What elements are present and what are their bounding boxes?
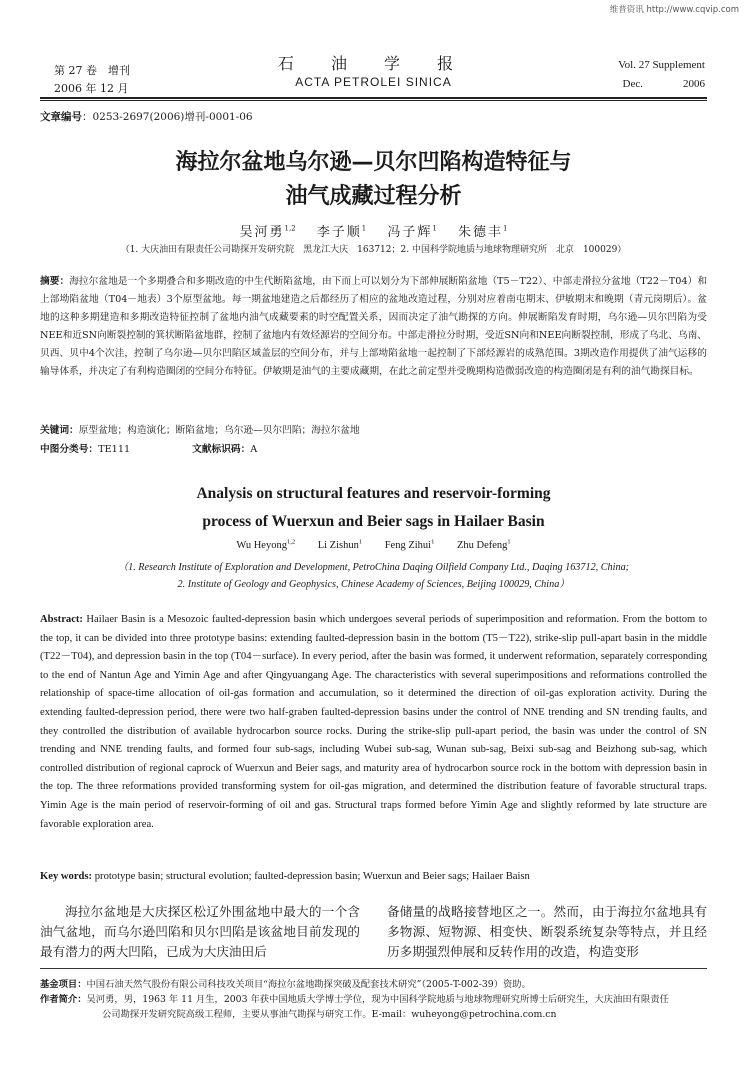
author-bio: [40, 992, 707, 1022]
abstract-cn-label: 摘要：: [40, 276, 70, 287]
header-rule-thin: [40, 100, 707, 101]
author-en: Zhu Defeng$^1$: [456, 538, 511, 551]
doccode-value: A: [250, 444, 258, 455]
keywords-en-text: prototype basin; structural evolution; faulted-depression basin; Wuerxun and Beier sags; Hailaer Baisn: [92, 871, 530, 882]
keywords-en-label: Key words:: [40, 871, 93, 882]
doccode-label: 文献标识码：: [192, 444, 251, 455]
abstract-cn-text: 海拉尔盆地是一个多期叠合和多期改造的中生代断陷盆地，由下而上可以划分为下部伸展断陷盆地（T5－T22）、中部走滑拉分盆地（T22－T04）和上部坳陷盆地（T04－地表）3个原型盆地。每一期盆地建造之后都经历了相应的盆地改造过程，分别对应着南屯期末、伊敏期末和晚期（青元岗期后）。盆地的这种多期建造和多期改造特征控制了盆地内油气成藏要素的时空配置关系，因而决定了油气勘探的方向。伸展断陷发育时期，乌尔逊—贝尔凹陷为受NEE和近SN向断裂控制的箕状断陷盆地群，控制了盆地内有效烃源岩的空间分布。中部走滑拉分时期，受近SN向和NEE向断裂控制，形成了乌北、乌南、贝西、贝中4个次洼，控制了乌尔逊—贝尔凹陷区域盖层的空间分布，并与上部坳陷盆地一起控制了下部烃源岩的成熟范围。3期改造作用提供了油气运移的输导体系，并决定了有利构造圈闭的空间分布特征。伊敏期是油气的主要成藏期，在此之前定型并受晚期构造微弱改造的构造圈闭是有利的油气勘探目标。: [40, 276, 708, 377]
volume-en: Vol. 27 Supplement: [618, 59, 705, 71]
header-right: [618, 56, 705, 94]
month-en: Dec.: [622, 78, 643, 90]
title-cn-line2: 油气成藏过程分析: [285, 184, 462, 209]
keywords-cn: [40, 422, 360, 436]
footnote-rule: [40, 968, 707, 969]
watermark: 维普资讯 http://www.cqvip.com: [609, 5, 739, 15]
fund-label: 基金项目：: [40, 979, 87, 990]
author-cn: 冯子辉$^1$: [387, 224, 437, 240]
classno-value: TE111: [98, 444, 131, 455]
date-en: [618, 75, 705, 94]
body-paragraph: 备储量的战略接替地区之一。然而，由于海拉尔盆地具有多物源、短物源、相变快、断裂系统复杂等特点，并且经历多期强烈伸展和反转作用的改造，构造变形: [387, 904, 707, 960]
classification-line: [40, 441, 257, 455]
title-en-line1: Analysis on structural features and reservoir-forming: [196, 485, 551, 502]
authors-en: [0, 538, 747, 551]
article-number-value: ：0253-2697(2006)增刊-0001-06: [82, 111, 253, 123]
abstract-cn: [40, 273, 707, 381]
fund-text: 中国石油天然气股份有限公司科技攻关项目“海拉尔盆地勘探突破及配套技术研究”（2005-T-002-39）资助。: [86, 979, 531, 990]
date-cn: 2006 年 12 月: [54, 82, 129, 95]
title-cn: [0, 146, 747, 214]
abstract-en-text: Hailaer Basin is a Mesozoic faulted-depression basin which undergoes several periods of superimposition and reformation. From the bottom to the top, it can be divided into three prototype basins: extending faulted-depression basin in the bottom (T5－T22), strike-slip pull-apart basin in the middle (T22－T04), and depression basin in the top (T04－surface). In every period, after the basin was formed, it underwent reformation, separately corresponding to the end of Nantun Age and Yimin Age and after Qingyuangang Age. The characteristics with several superimpositions and reformations controlled the relationship of space-time allocation of oil-gas formation and accumulation, so it determined the direction of oil-gas exploration activity. During the extending faulted-depression period, there were two half-graben faulted-depression basins under the control of NNE trending and SN trending faults, and they controlled the distribution of available hydrocarbon source rocks. During the strike-slip pull-apart period, the basin was under the control of SN trending and NNE trending faults, and formed four sub-sags, including Wubei sub-sag, Wunan sub-sag, Beixi sub-sag and Beizhong sub-sag, which controlled distribution of regional caprock of Wuerxun and Beier sags, and maturity area of hydrocarbon source rock in the bottom with depression basin in the top. The three reformations provided transforming system for oil-gas migration, and determined the distribution feature of favorable structural traps. Yimin Age is the main period of reservoir-forming of oil and gas. Structural traps formed before Yimin Age and slightly reformed by late structure are favorable exploration area.: [40, 614, 707, 830]
title-en-line2: process of Wuerxun and Beier sags in Hailaer Basin: [202, 513, 545, 530]
author-bio-text-2: 公司勘探开发研究院高级工程师，主要从事油气勘探与研究工作。E-mail：wuheyong@petrochina.com.cn: [102, 1009, 557, 1020]
affiliation-en: [0, 559, 747, 593]
keywords-cn-label: 关键词：: [40, 425, 79, 436]
body-paragraph: 海拉尔盆地是大庆探区松辽外围盆地中最大的一个含油气盆地，而乌尔逊凹陷和贝尔凹陷是该盆地目前发现的最有潜力的两大凹陷，已成为大庆油田后: [40, 904, 360, 960]
affiliation-cn: （1. 大庆油田有限责任公司勘探开发研究院 黑龙江大庆 163712；2. 中国科学院地质与地球物理研究所 北京 100029）: [120, 245, 627, 255]
authors-cn: [0, 221, 747, 240]
keywords-cn-text: 原型盆地；构造演化；断陷盆地；乌尔逊—贝尔凹陷；海拉尔盆地: [78, 425, 360, 436]
header-rule-thick: [40, 97, 707, 99]
fund-note: [40, 977, 707, 992]
abstract-en-label: Abstract:: [40, 614, 83, 625]
abstract-en: [40, 611, 707, 834]
title-en: [0, 480, 747, 536]
keywords-en: [40, 871, 530, 882]
author-en: Wu Heyong$^{1,2}$: [236, 538, 296, 551]
journal-name-en: ACTA PETROLEI SINICA: [295, 75, 452, 89]
title-cn-line1: 海拉尔盆地乌尔逊—贝尔凹陷构造特征与: [175, 150, 572, 175]
author-en: Feng Zihui$^1$: [384, 538, 435, 551]
footnotes: [40, 977, 707, 1022]
journal-name-cn: 石 油 学 报: [277, 54, 470, 73]
author-bio-label: 作者简介：: [40, 994, 87, 1005]
body-column-left: [40, 902, 360, 963]
author-en: Li Zishun$^1$: [317, 538, 363, 551]
author-cn: 朱德丰$^1$: [458, 224, 508, 240]
year-en: 2006: [683, 78, 705, 90]
affiliation-en-line1: （1. Research Institute of Exploration and Development, PetroChina Daqing Oilfield Company Ltd., Daqing 163712, China;: [117, 562, 630, 573]
author-cn: 吴河勇$^{1,2}$: [239, 224, 296, 240]
author-bio-text-1: 吴河勇，男，1963 年 11 月生，2003 年获中国地质大学博士学位，现为中国科学院地质与地球物理研究所博士后研究生，大庆油田有限责任: [86, 994, 669, 1005]
volume-cn: 第 27 卷 增刊: [54, 64, 130, 77]
article-number: [40, 109, 253, 124]
article-number-label: 文章编号: [40, 111, 82, 123]
classno-label: 中图分类号：: [40, 444, 99, 455]
body-column-right: [387, 902, 707, 963]
affiliation-en-line2: 2. Institute of Geology and Geophysics, Chinese Academy of Sciences, Beijing 100029, China）: [177, 579, 570, 590]
author-cn: 李子顺$^1$: [316, 224, 367, 240]
